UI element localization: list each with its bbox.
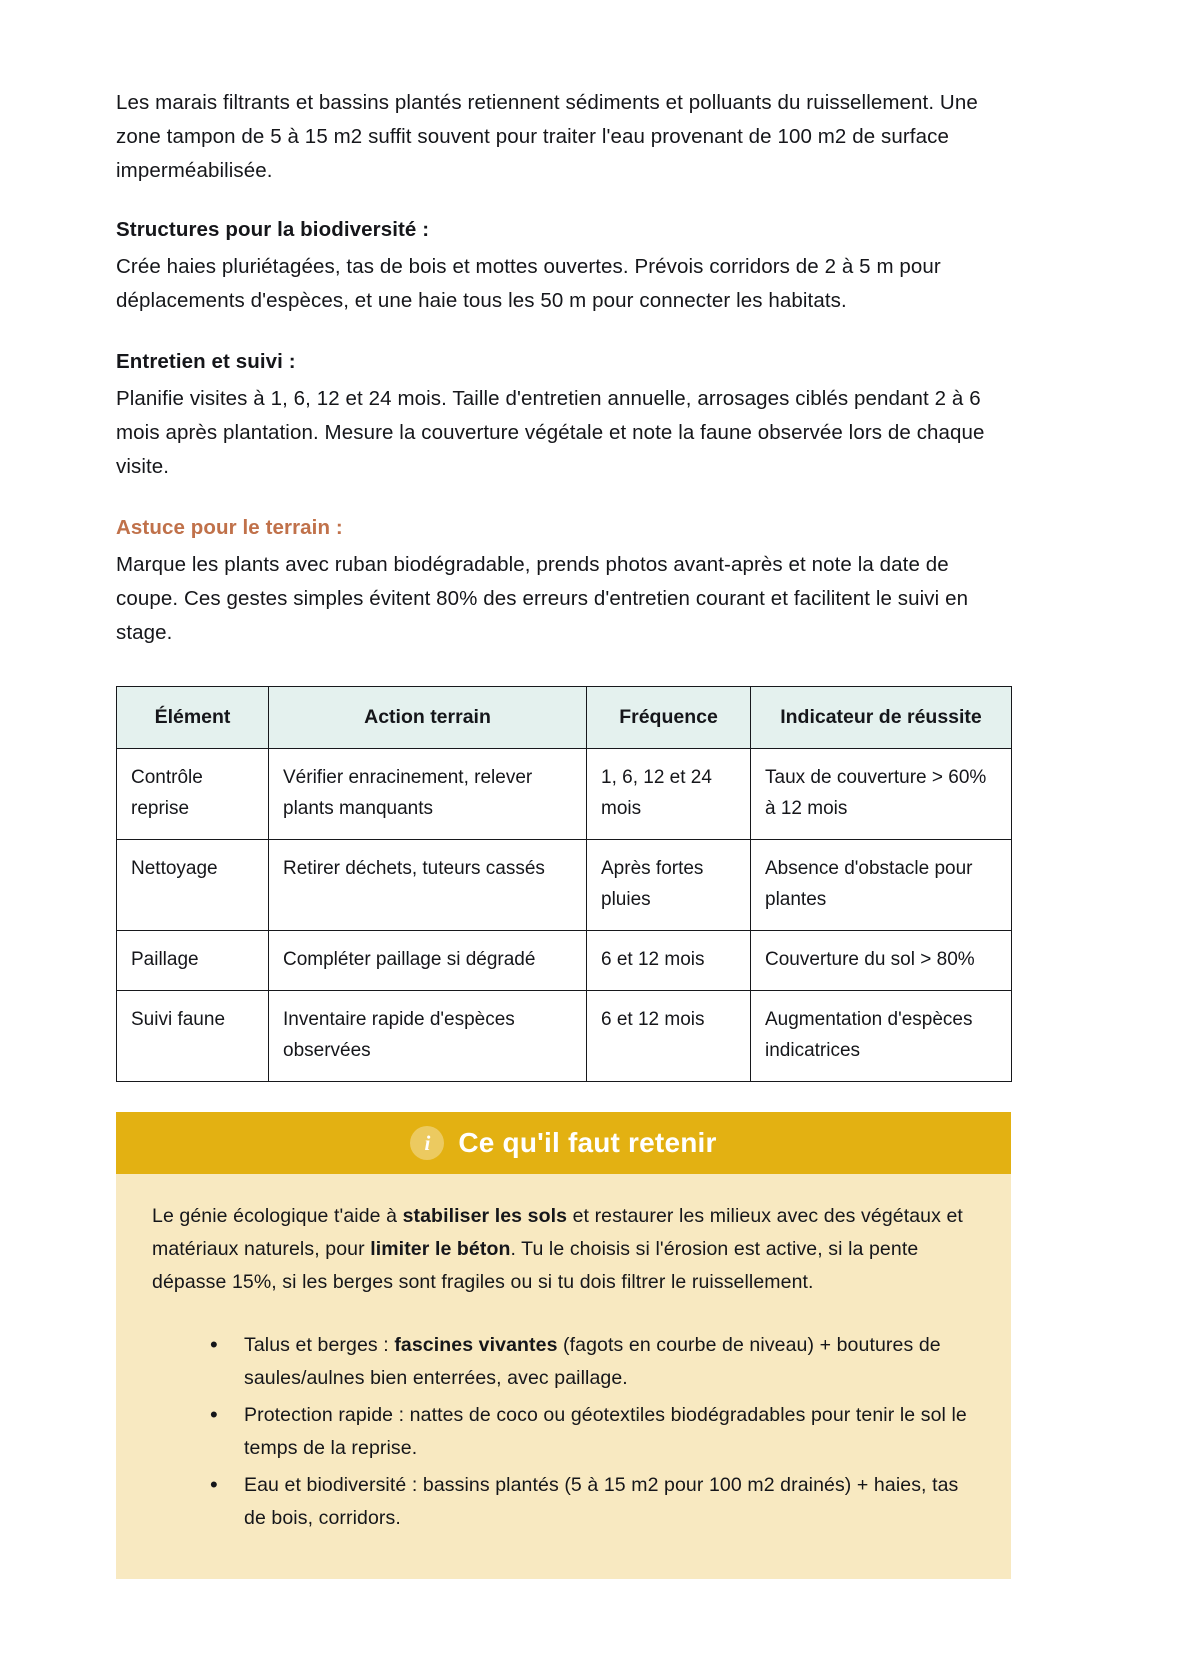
cell-frequence: 6 et 12 mois	[587, 991, 751, 1082]
table-row	[117, 931, 1012, 991]
callout-title: Ce qu'il faut retenir	[458, 1127, 717, 1158]
section-body: Marque les plants avec ruban biodégradable, prends photos avant-après et note la date de coupe. Ces gestes simples évitent 80% des erreurs d'entretien courant et facilitent le suivi en stage.	[116, 553, 969, 644]
callout-bullet-list	[152, 1329, 971, 1535]
cell-frequence: 1, 6, 12 et 24 mois	[587, 749, 751, 840]
cell-action: Inventaire rapide d'espèces observées	[269, 991, 587, 1082]
callout-body	[116, 1174, 1011, 1579]
cell-element: Suivi faune	[117, 991, 269, 1082]
column-header-indicateur: Indicateur de réussite	[751, 687, 1012, 749]
table-head	[117, 687, 1012, 749]
callout-bullet: • Eau et biodiversité : bassins plantés (5 à 15 m2 pour 100 m2 drainés) + haies, tas de bois, corridors.	[210, 1469, 971, 1535]
cell-indicateur: Taux de couverture > 60% à 12 mois	[751, 749, 1012, 840]
table-body	[117, 749, 1012, 1082]
cell-indicateur: Absence d'obstacle pour plantes	[751, 840, 1012, 931]
cell-action: Retirer déchets, tuteurs cassés	[269, 840, 587, 931]
section-entretien	[116, 346, 1088, 484]
column-header-frequence: Fréquence	[587, 687, 751, 749]
info-icon-glyph: i	[424, 1130, 431, 1155]
cell-indicateur: Augmentation d'espèces indicatrices	[751, 991, 1012, 1082]
cell-action: Vérifier enracinement, relever plants manquants	[269, 749, 587, 840]
info-icon	[410, 1126, 444, 1160]
column-header-action: Action terrain	[269, 687, 587, 749]
intro-paragraph: Les marais filtrants et bassins plantés retiennent sédiments et polluants du ruissellement. Une zone tampon de 5 à 15 m2 suffit souvent pour traiter l'eau provenant de 100 m2 de surface imperméabilisée.	[116, 91, 978, 182]
entretien-table	[116, 686, 1012, 1082]
key-takeaway-callout	[116, 1112, 1011, 1579]
table-row	[117, 991, 1012, 1082]
column-header-element: Élément	[117, 687, 269, 749]
callout-paragraph: Le génie écologique t'aide à stabiliser les sols et restaurer les milieux avec des végétaux et matériaux naturels, pour limiter le béton. Tu le choisis si l'érosion est active, si la pente dépasse 15%, si les berges sont fragiles ou si tu dois filtrer le ruissellement.	[152, 1205, 963, 1293]
cell-frequence: Après fortes pluies	[587, 840, 751, 931]
cell-element: Paillage	[117, 931, 269, 991]
section-heading-accent: Astuce pour le terrain :	[116, 516, 343, 539]
section-heading: Structures pour la biodiversité :	[116, 218, 430, 241]
cell-frequence: 6 et 12 mois	[587, 931, 751, 991]
table-row	[117, 749, 1012, 840]
callout-bullet: • Protection rapide : nattes de coco ou géotextiles biodégradables pour tenir le sol le temps de la reprise.	[210, 1399, 971, 1465]
cell-action: Compléter paillage si dégradé	[269, 931, 587, 991]
callout-header	[116, 1112, 1011, 1174]
section-biodiversite	[116, 214, 1088, 318]
entretien-table-wrapper	[116, 686, 1011, 1082]
cell-element: Nettoyage	[117, 840, 269, 931]
table-header-row	[117, 687, 1012, 749]
cell-indicateur: Couverture du sol > 80%	[751, 931, 1012, 991]
callout-bullet: • Talus et berges : fascines vivantes (fagots en courbe de niveau) + boutures de saules/aulnes bien enterrées, avec paillage.	[210, 1329, 971, 1395]
table-row	[117, 840, 1012, 931]
cell-element: Contrôle reprise	[117, 749, 269, 840]
section-heading: Entretien et suivi :	[116, 350, 296, 373]
section-body: Crée haies pluriétagées, tas de bois et mottes ouvertes. Prévois corridors de 2 à 5 m pour déplacements d'espèces, et une haie tous les 50 m pour connecter les habitats.	[116, 255, 941, 312]
section-body: Planifie visites à 1, 6, 12 et 24 mois. Taille d'entretien annuelle, arrosages ciblés pendant 2 à 6 mois après plantation. Mesure la couverture végétale et note la faune observée lors de chaque visite.	[116, 387, 985, 478]
section-astuce	[116, 512, 1088, 650]
